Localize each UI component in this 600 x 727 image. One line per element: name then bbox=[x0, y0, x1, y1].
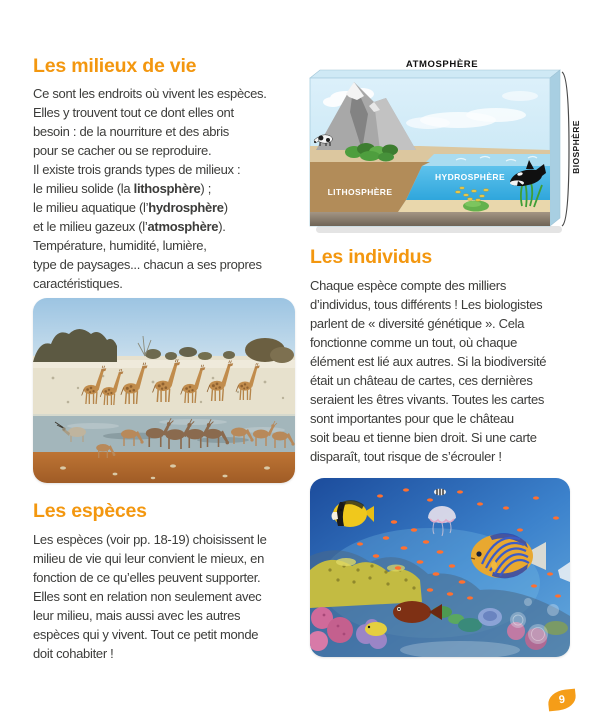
text-line: caractéristiques. bbox=[33, 276, 123, 291]
savanna-illustration bbox=[33, 298, 295, 483]
text-line: soit beau et tienne bien droit. Si une carte bbox=[310, 430, 537, 445]
section-title-individus: Les individus bbox=[310, 246, 433, 268]
striped-fish bbox=[434, 489, 446, 496]
section-title-milieux: Les milieux de vie bbox=[33, 55, 197, 77]
text-line: milieu de vie qui leur convient le mieux, en bbox=[33, 551, 265, 566]
text-line: pour se cacher ou se reproduire. bbox=[33, 143, 212, 158]
text-line: besoin : de la nourriture et des abris bbox=[33, 124, 229, 139]
box-side-face bbox=[550, 70, 560, 226]
algae-mound bbox=[463, 201, 489, 212]
text-line: Chaque espèce compte des milliers bbox=[310, 278, 507, 293]
text-line: Température, humidité, lumière, bbox=[33, 238, 207, 253]
text-line: seraient les êtres vivants. Toutes les cartes bbox=[310, 392, 545, 407]
label-atmosphere: ATMOSPHÈRE bbox=[405, 59, 479, 70]
text-line: Il existe trois grands types de milieux : bbox=[33, 162, 241, 177]
coral-reef-photo bbox=[310, 478, 570, 657]
text-line: leur milieu, mais aussi avec les autres bbox=[33, 608, 241, 623]
paragraph-milieux bbox=[33, 84, 301, 293]
biosphere-diagram bbox=[308, 54, 580, 236]
text-line: Ce sont les endroits où vivent les espèces. bbox=[33, 86, 267, 101]
label-lithosphere: LITHOSPHÈRE bbox=[327, 187, 393, 197]
text-line: et le milieu gazeux (l’atmosphère). bbox=[33, 219, 226, 234]
text-line: type de paysages... chacun a ses propres bbox=[33, 257, 262, 272]
page-number-badge bbox=[547, 689, 577, 712]
text-line: d’individus, tous différents ! Les biologistes bbox=[310, 297, 543, 312]
text-line: le milieu aquatique (l’hydrosphère) bbox=[33, 200, 228, 215]
paragraph-especes bbox=[33, 530, 301, 663]
text-line: Les espèces (voir pp. 18-19) choisissent le bbox=[33, 532, 267, 547]
text-line: le milieu solide (la lithosphère) ; bbox=[33, 181, 212, 196]
text-line: était un château de cartes, ces dernières bbox=[310, 373, 533, 388]
reef-illustration bbox=[310, 478, 570, 657]
text-line: sont importantes pour que le château bbox=[310, 411, 514, 426]
box-top-face bbox=[310, 70, 560, 78]
text-line: fonctionne comme un tout, où chaque bbox=[310, 335, 518, 350]
section-title-especes: Les espèces bbox=[33, 500, 147, 522]
page-number: 9 bbox=[558, 693, 566, 707]
text-line: espèces qui y vivent. Tout ce petit monde bbox=[33, 627, 259, 642]
paragraph-individus bbox=[310, 276, 580, 466]
text-line: disparaît, tout risque de s’écrouler ! bbox=[310, 449, 502, 464]
text-line: doit cohabiter ! bbox=[33, 646, 114, 661]
biosphere-bracket bbox=[562, 72, 569, 226]
box-base bbox=[310, 212, 550, 226]
diagram-shadow bbox=[316, 226, 562, 233]
label-biosphere: BIOSPHÈRE bbox=[571, 120, 580, 174]
savanna-photo bbox=[33, 298, 295, 483]
savanna-dirt bbox=[33, 452, 295, 483]
text-line: élément est lié aux autres. Si la biodiversité bbox=[310, 354, 547, 369]
label-hydrosphere: HYDROSPHÈRE bbox=[434, 172, 506, 182]
text-line: fonction de ce qu’elles peuvent supporter. bbox=[33, 570, 261, 585]
text-line: Elles sont en relation non seulement avec bbox=[33, 589, 262, 604]
text-line: parlent de « diversité génétique ». Cela bbox=[310, 316, 525, 331]
text-line: Elles y trouvent tout ce dont elles ont bbox=[33, 105, 234, 120]
